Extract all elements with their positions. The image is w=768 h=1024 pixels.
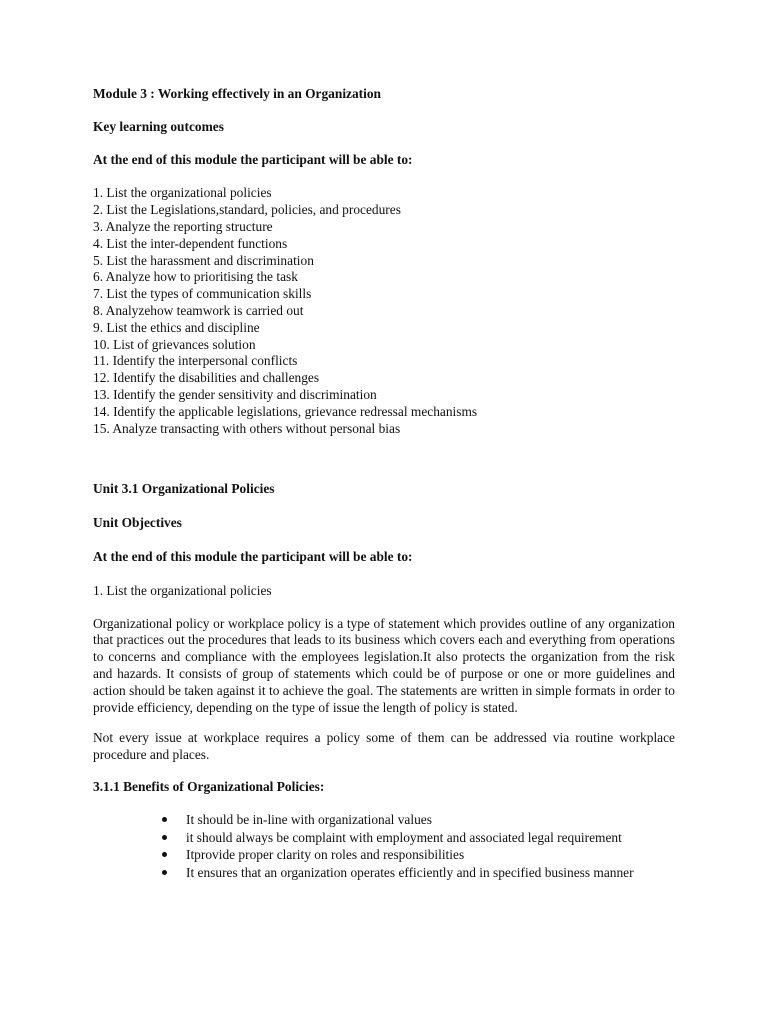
bullet-icon — [162, 817, 167, 822]
module-title: Module 3 : Working effectively in an Organization — [93, 86, 382, 101]
bullet-item — [162, 812, 676, 828]
unit-at-end-heading: At the end of this module the participant will be able to: — [93, 548, 413, 564]
bullet-text: Itprovide proper clarity on roles and responsibilities — [186, 847, 465, 863]
list-item: 8. Analyzehow teamwork is carried out — [93, 302, 304, 318]
list-item: 3. Analyze the reporting structure — [93, 218, 273, 234]
bullet-icon — [162, 852, 167, 857]
bullet-icon — [162, 835, 167, 840]
bullet-item — [162, 830, 676, 846]
list-item: 10. List of grievances solution — [93, 336, 256, 352]
unit-title: Unit 3.1 Organizational Policies — [93, 481, 275, 497]
list-item: 5. List the harassment and discrimination — [93, 252, 314, 268]
unit-objectives-heading: Unit Objectives — [93, 515, 182, 531]
list-item: 11. Identify the interpersonal conflicts — [93, 353, 298, 369]
list-item: 13. Identify the gender sensitivity and discrimination — [93, 386, 377, 402]
bullet-item — [162, 865, 676, 881]
list-item: 1. List the organizational policies — [93, 185, 272, 201]
body-paragraph: Not every issue at workplace requires a policy some of them can be addressed via routine workplace procedure and places. — [93, 729, 675, 762]
list-item: 7. List the types of communication skills — [93, 286, 312, 302]
list-item: 2. List the Legislations,standard, policies, and procedures — [93, 202, 401, 218]
learning-outcomes-list — [93, 185, 675, 437]
bullet-icon — [162, 870, 167, 875]
module-at-end-heading: At the end of this module the participant will be able to: — [93, 151, 413, 167]
bullet-text: it should always be complaint with employment and associated legal requirement — [186, 829, 622, 845]
list-item: 9. List the ethics and discipline — [93, 319, 260, 335]
key-learning-outcomes-heading: Key learning outcomes — [93, 118, 224, 134]
list-item: 15. Analyze transacting with others without personal bias — [93, 420, 401, 436]
unit-objective-item: 1. List the organizational policies — [93, 582, 272, 598]
benefits-heading: 3.1.1 Benefits of Organizational Policies: — [93, 779, 325, 795]
bullet-item — [162, 847, 676, 863]
list-item: 4. List the inter-dependent functions — [93, 235, 288, 251]
list-item: 6. Analyze how to prioritising the task — [93, 269, 298, 285]
bullet-text: It ensures that an organization operates efficiently and in specified business manner — [186, 864, 634, 880]
list-item: 12. Identify the disabilities and challenges — [93, 370, 320, 386]
document-page — [93, 86, 675, 894]
body-paragraph: Organizational policy or workplace policy is a type of statement which provides outline of any organization that practices out the procedures that leads to its business which covers each and everything from operations to concerns and compliance with the employees legislation.It also protects the organization from the risk and hazards. It consists of group of statements which could be of purpose or one or more guidelines and action should be taken against it to achieve the goal. The statements are written in simple formats in order to provide efficiency, depending on the type of issue the length of policy is stated. — [93, 615, 675, 715]
list-item: 14. Identify the applicable legislations, grievance redressal mechanisms — [93, 403, 478, 419]
benefits-list — [162, 812, 676, 880]
bullet-text: It should be in-line with organizational values — [186, 812, 432, 828]
